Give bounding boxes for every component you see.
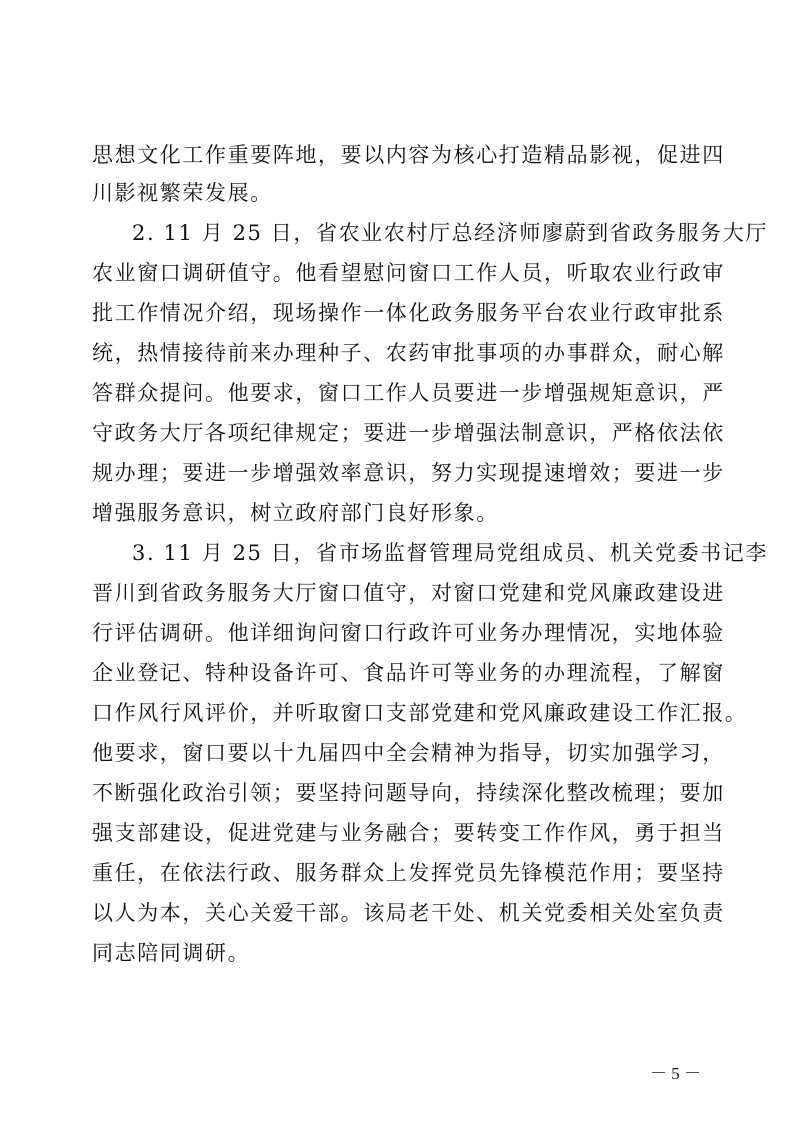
text-line: 增强服务意识，树立政府部门良好形象。	[92, 501, 499, 525]
text-line: 批工作情况介绍，现场操作一体化政务服务平台农业行政审批系	[92, 301, 725, 325]
text-line: 强支部建设，促进党建与业务融合；要转变工作作风，勇于担当	[92, 821, 725, 845]
text-line: 晋川到省政务服务大厅窗口值守，对窗口党建和党风廉政建设进	[92, 581, 725, 605]
text-line: 以人为本，关心关爱干部。该局老干处、机关党委相关处室负责	[92, 901, 725, 925]
text-line: 3. 11 月 25 日，省市场监督管理局党组成员、机关党委书记李	[132, 541, 768, 565]
text-line: 他要求，窗口要以十九届四中全会精神为指导，切实加强学习，	[92, 741, 725, 765]
text-line: 企业登记、特种设备许可、食品许可等业务的办理流程，了解窗	[92, 661, 725, 685]
text-line: 农业窗口调研值守。他看望慰问窗口工作人员，听取农业行政审	[92, 261, 725, 285]
text-line: 思想文化工作重要阵地，要以内容为核心打造精品影视，促进四	[92, 143, 725, 167]
text-line: 2. 11 月 25 日，省农业农村厅总经济师廖蔚到省政务服务大厅	[132, 221, 768, 245]
text-line: 答群众提问。他要求，窗口工作人员要进一步增强规矩意识，严	[92, 381, 725, 405]
text-line: 川影视繁荣发展。	[92, 181, 273, 205]
text-line: 同志陪同调研。	[92, 941, 251, 965]
text-line: 规办理；要进一步增强效率意识，努力实现提速增效；要进一步	[92, 461, 725, 485]
text-line: 不断强化政治引领；要坚持问题导向，持续深化整改梳理；要加	[92, 781, 725, 805]
text-line: 重任，在依法行政、服务群众上发挥党员先锋模范作用；要坚持	[92, 861, 725, 885]
text-line: 行评估调研。他详细询问窗口行政许可业务办理情况，实地体验	[92, 621, 725, 645]
text-line: 口作风行风评价，并听取窗口支部党建和党风廉政建设工作汇报。	[92, 701, 748, 725]
text-line: 统，热情接待前来办理种子、农药审批事项的办事群众，耐心解	[92, 341, 725, 365]
page-number: － 5 －	[650, 1064, 701, 1083]
text-line: 守政务大厅各项纪律规定；要进一步增强法制意识，严格依法依	[92, 421, 725, 445]
